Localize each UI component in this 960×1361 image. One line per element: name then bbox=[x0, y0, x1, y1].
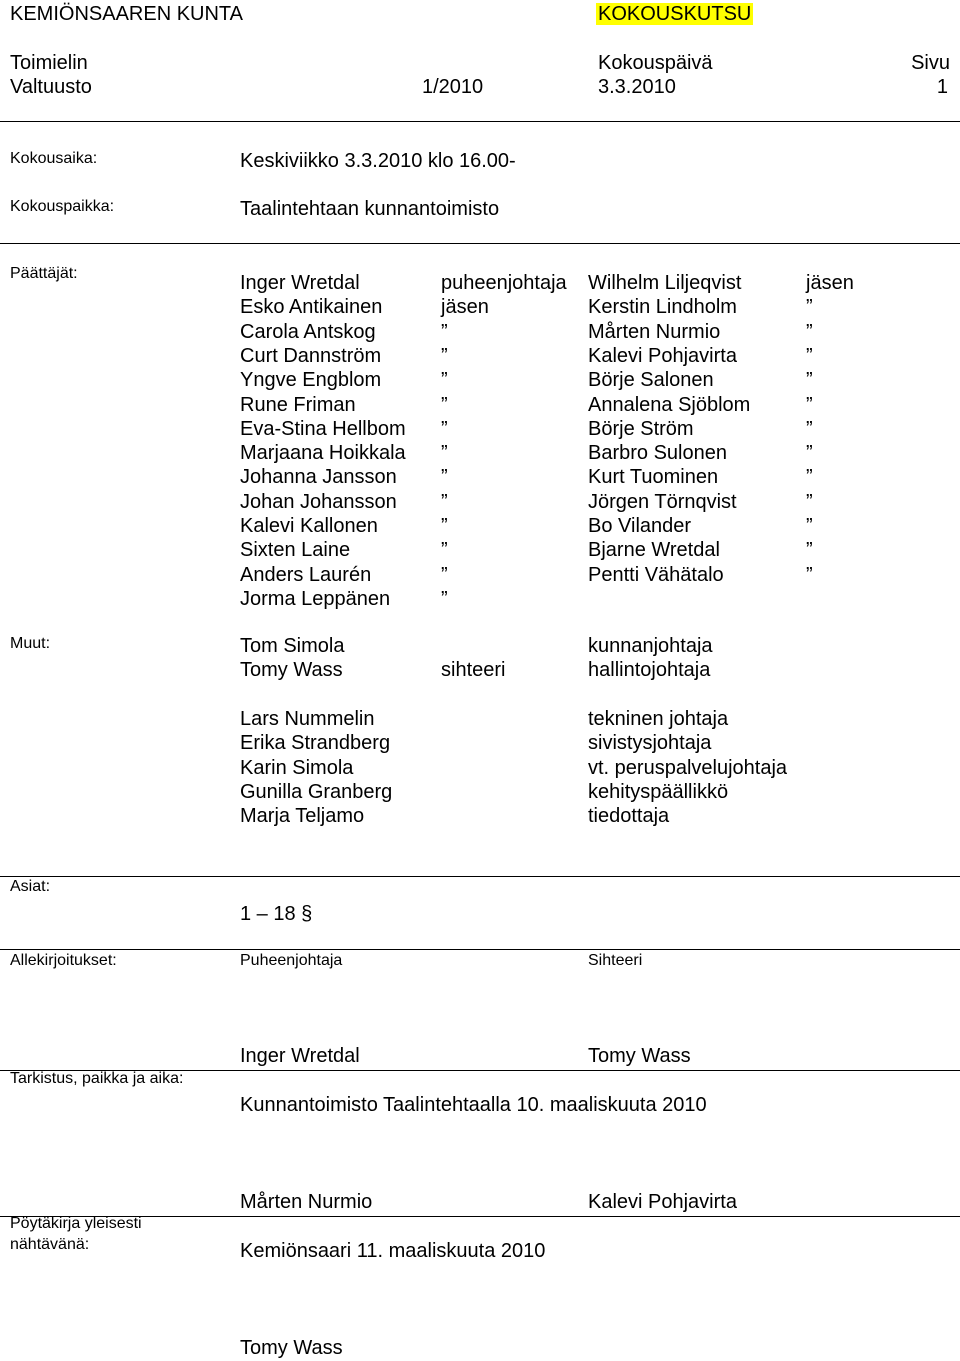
person-name: Lars Nummelin bbox=[240, 708, 375, 730]
public-signature-line bbox=[0, 1216, 960, 1217]
items-value: 1 – 18 § bbox=[240, 903, 313, 925]
member-name: Börje Salonen bbox=[588, 369, 714, 392]
review-name-2: Tomy Wass bbox=[588, 1045, 691, 1067]
person-name: Erika Strandberg bbox=[240, 732, 391, 755]
member-role: ” bbox=[806, 490, 813, 513]
member-name: Sixten Laine bbox=[240, 539, 351, 562]
doc-type-badge bbox=[596, 4, 753, 24]
secretary-signature-label: Sihteeri bbox=[588, 952, 643, 969]
review-label: Tarkistus, paikka ja aika: bbox=[10, 1070, 184, 1087]
person-name: Gunilla Granberg bbox=[240, 780, 393, 803]
toimielin-value: Valtuusto bbox=[10, 76, 92, 98]
public-name-2: Kalevi Pohjavirta bbox=[588, 1191, 737, 1213]
meeting-place-label: Kokouspaikka: bbox=[10, 198, 115, 215]
member-role: ” bbox=[806, 539, 813, 562]
person-name: Marja Teljamo bbox=[240, 805, 365, 828]
member-role: ” bbox=[441, 393, 448, 416]
public-label-line-2: nähtävänä: bbox=[10, 1236, 90, 1253]
member-name: Johanna Jansson bbox=[240, 466, 397, 489]
person-title: sivistysjohtaja bbox=[588, 732, 712, 755]
member-name: Kerstin Lindholm bbox=[588, 296, 737, 319]
certifier-name: Tomy Wass bbox=[240, 1337, 343, 1359]
chair-signature-label: Puheenjohtaja bbox=[240, 952, 343, 969]
person-name: Tom Simola bbox=[240, 635, 345, 657]
member-name: Bjarne Wretdal bbox=[588, 539, 720, 562]
doc-type-label: KOKOUSKUTSU bbox=[598, 3, 752, 25]
member-name: Bo Vilander bbox=[588, 515, 692, 537]
member-role: ” bbox=[441, 369, 448, 392]
person-title: vt. peruspalvelujohtaja bbox=[588, 756, 788, 779]
member-name: Yngve Engblom bbox=[240, 369, 382, 392]
member-name: Wilhelm Liljeqvist bbox=[588, 272, 742, 294]
member-role: ” bbox=[441, 539, 448, 562]
meeting-number: 1/2010 bbox=[422, 76, 484, 98]
member-name: Anders Laurén bbox=[240, 563, 372, 586]
member-role: ” bbox=[806, 563, 813, 586]
member-role: ” bbox=[806, 442, 813, 465]
person-name: Karin Simola bbox=[240, 756, 354, 779]
review-name-1: Inger Wretdal bbox=[240, 1045, 360, 1067]
review-signature-line-2 bbox=[582, 1070, 960, 1071]
member-role: jäsen bbox=[441, 296, 489, 319]
member-name: Barbro Sulonen bbox=[588, 442, 727, 465]
member-name: Börje Ström bbox=[588, 417, 694, 440]
member-role: ” bbox=[806, 296, 813, 319]
public-label-line-1: Pöytäkirja yleisesti bbox=[10, 1215, 142, 1232]
items-label: Asiat: bbox=[10, 878, 51, 895]
member-name: Kalevi Pohjavirta bbox=[588, 344, 737, 367]
member-role: ” bbox=[806, 466, 813, 489]
member-role: ” bbox=[806, 515, 813, 537]
person-title: tiedottaja bbox=[588, 805, 670, 828]
member-name: Inger Wretdal bbox=[240, 272, 360, 294]
others-divider bbox=[0, 876, 960, 877]
member-name: Annalena Sjöblom bbox=[588, 393, 751, 416]
member-name: Kalevi Kallonen bbox=[240, 515, 378, 537]
public-place-time: Kemiönsaari 11. maaliskuuta 2010 bbox=[240, 1240, 546, 1262]
items-divider bbox=[0, 949, 960, 950]
member-role: ” bbox=[441, 442, 448, 465]
member-role: ” bbox=[441, 587, 448, 610]
member-name: Johan Johansson bbox=[240, 490, 397, 513]
member-name: Pentti Vähätalo bbox=[588, 563, 724, 586]
member-role: ” bbox=[441, 320, 448, 343]
member-role: ” bbox=[806, 417, 813, 440]
info-divider bbox=[0, 243, 960, 244]
org-name: KEMIÖNSAAREN KUNTA bbox=[10, 3, 243, 25]
member-name: Kurt Tuominen bbox=[588, 466, 719, 489]
member-name: Esko Antikainen bbox=[240, 296, 383, 319]
meeting-place-value: Taalintehtaan kunnantoimisto bbox=[240, 198, 500, 220]
page-number: 1 bbox=[936, 76, 948, 98]
member-name: Rune Friman bbox=[240, 393, 356, 416]
member-name: Marjaana Hoikkala bbox=[240, 442, 406, 465]
person-title: kehityspäällikkö bbox=[588, 780, 729, 803]
member-role: ” bbox=[441, 466, 448, 489]
member-role: ” bbox=[441, 417, 448, 440]
person-title: hallintojohtaja bbox=[588, 659, 711, 682]
member-role: ” bbox=[441, 515, 448, 537]
review-place-time: Kunnantoimisto Taalintehtaalla 10. maaliskuuta 2010 bbox=[240, 1094, 707, 1116]
member-name: Jörgen Törnqvist bbox=[588, 490, 737, 513]
member-role: ” bbox=[806, 393, 813, 416]
member-role: puheenjohtaja bbox=[441, 272, 567, 294]
public-name-1: Mårten Nurmio bbox=[240, 1191, 373, 1213]
signatures-label: Allekirjoitukset: bbox=[10, 952, 117, 969]
toimielin-label: Toimielin bbox=[10, 52, 88, 74]
member-name: Carola Antskog bbox=[240, 320, 376, 343]
person-role: sihteeri bbox=[441, 659, 506, 682]
member-role: ” bbox=[806, 369, 813, 392]
meeting-time-value: Keskiviikko 3.3.2010 klo 16.00- bbox=[240, 150, 516, 172]
member-role: ” bbox=[806, 344, 813, 367]
member-name: Curt Dannström bbox=[240, 344, 382, 367]
others-label: Muut: bbox=[10, 635, 51, 652]
meeting-time-label: Kokousaika: bbox=[10, 150, 98, 167]
member-name: Jorma Leppänen bbox=[240, 587, 391, 610]
member-role: ” bbox=[441, 563, 448, 586]
date-label: Kokouspäivä bbox=[598, 52, 713, 74]
member-name: Eva-Stina Hellbom bbox=[240, 417, 406, 440]
member-role: ” bbox=[441, 490, 448, 513]
member-role: jäsen bbox=[806, 272, 854, 294]
page-label: Sivu bbox=[911, 52, 950, 74]
person-title: kunnanjohtaja bbox=[588, 635, 713, 657]
header-divider bbox=[0, 121, 960, 122]
member-role: ” bbox=[806, 320, 813, 343]
member-role: ” bbox=[441, 344, 448, 367]
person-title: tekninen johtaja bbox=[588, 708, 729, 730]
person-name: Tomy Wass bbox=[240, 659, 343, 682]
date-value: 3.3.2010 bbox=[598, 76, 676, 98]
decision-makers-label: Päättäjät: bbox=[10, 265, 78, 282]
member-name: Mårten Nurmio bbox=[588, 320, 721, 343]
